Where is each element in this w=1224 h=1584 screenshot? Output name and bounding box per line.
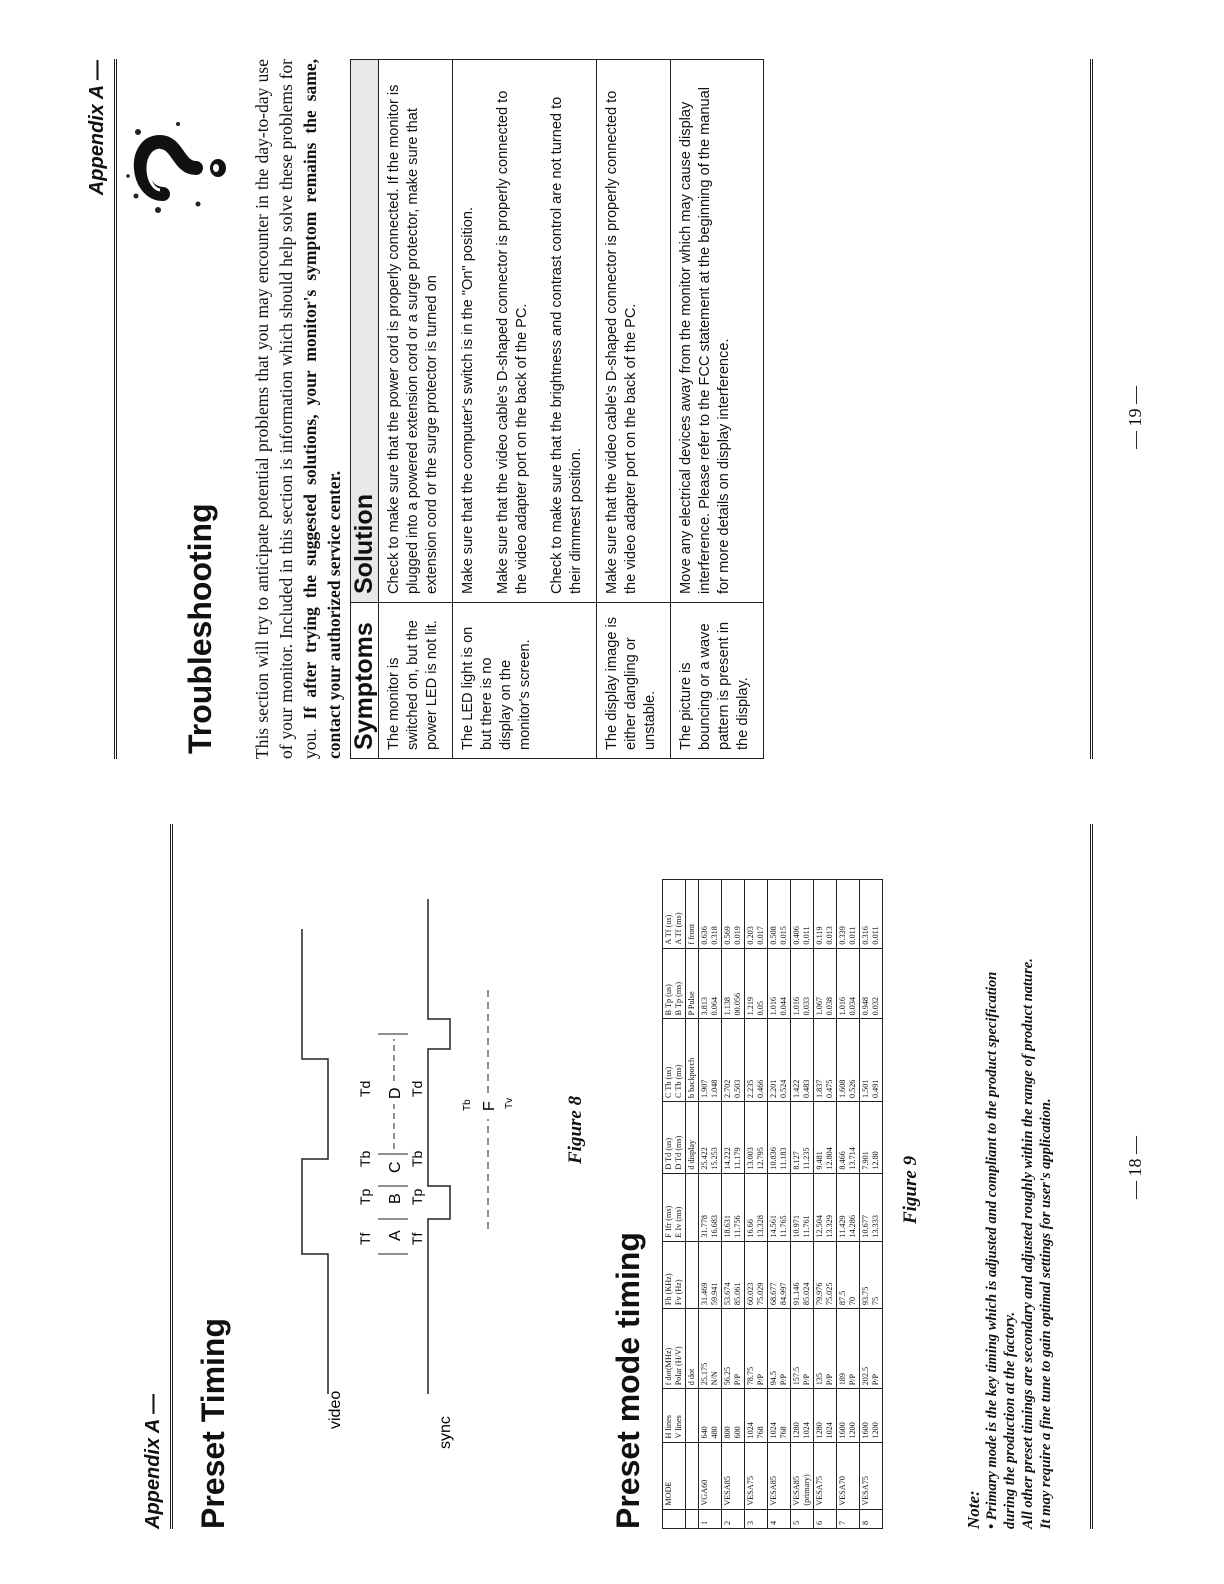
table-cell: 8.127 11.235 xyxy=(791,1102,814,1174)
table-cell: 13.003 12.795 xyxy=(745,1102,768,1174)
table-cell: 79.976 75.025 xyxy=(814,1241,837,1309)
column-header: A Tf (us) A Tf (ms) xyxy=(663,880,686,949)
table-row xyxy=(768,880,791,1529)
question-mark-icon xyxy=(118,114,233,224)
table-cell: 0.316 0.011 xyxy=(860,880,883,949)
table-row xyxy=(722,880,745,1529)
table-cell: 8.466 13.714 xyxy=(837,1102,860,1174)
subheader-cell: f front xyxy=(686,880,699,949)
bottom-label-tb: Tb xyxy=(409,1150,425,1167)
table-cell: 800 600 xyxy=(722,1389,745,1442)
top-label-tp: Tp xyxy=(357,1188,373,1205)
column-header: Fh (KHz) Fv (Hz) xyxy=(663,1241,686,1309)
table-cell: 93.75 75 xyxy=(860,1241,883,1309)
table-cell: VESA70 xyxy=(837,1442,860,1509)
table-cell: VESA85 (primary) xyxy=(791,1442,814,1509)
column-header: B Tp (us) B Tp (ms) xyxy=(663,948,686,1019)
segment-b: B xyxy=(387,1193,404,1204)
sync-waveform xyxy=(428,899,450,1394)
table-cell: 91.146 85.024 xyxy=(791,1241,814,1309)
table-cell: 1 xyxy=(699,1509,722,1528)
solution-cell xyxy=(597,60,671,603)
table-cell: 7.901 12.80 xyxy=(860,1102,883,1174)
table-cell: VESA75 xyxy=(745,1442,768,1509)
table-cell: 8 xyxy=(860,1509,883,1528)
frame-label: F xyxy=(481,1101,498,1111)
table-title: Preset mode timing xyxy=(610,1232,646,1529)
solution-text: Make sure that the computer's switch is in the "On" position. xyxy=(460,206,476,594)
table-cell: 25.422 15.253 xyxy=(699,1102,722,1174)
table-row xyxy=(671,60,764,759)
table-cell: 11.429 14.286 xyxy=(837,1173,860,1241)
table-cell: 1600 1200 xyxy=(837,1389,860,1442)
top-label-td: Td xyxy=(357,1080,373,1097)
figure-9-caption: Figure 9 xyxy=(900,1155,921,1224)
troubleshooting-table xyxy=(350,59,764,759)
table-row xyxy=(791,880,814,1529)
segment-a: A xyxy=(387,1230,404,1241)
table-cell: 1.067 0.038 xyxy=(814,948,837,1019)
page-title: Preset Timing xyxy=(195,1317,231,1529)
table-cell: VESA85 xyxy=(722,1442,745,1509)
intro-bold-text: If after trying the suggested solutions, your monitor's symptom remains the same, contact your authorized service center. xyxy=(300,58,344,759)
table-cell: 157.5 P/P xyxy=(791,1309,814,1389)
page-title: Troubleshooting xyxy=(182,503,218,754)
figure-8-caption: Figure 8 xyxy=(565,1095,586,1164)
page-number: — 18 — xyxy=(1125,1136,1145,1199)
table-cell: 14.561 11.765 xyxy=(768,1173,791,1241)
table-cell: 1280 1024 xyxy=(791,1389,814,1442)
timing-diagram xyxy=(300,849,530,1489)
table-cell: 53.674 85.061 xyxy=(722,1241,745,1309)
table-cell: 3 xyxy=(745,1509,768,1528)
table-cell: 4 xyxy=(768,1509,791,1528)
table-cell: 10.971 11.761 xyxy=(791,1173,814,1241)
table-cell: 2.702 0.503 xyxy=(722,1019,745,1102)
table-header-row xyxy=(351,60,379,759)
table-cell: 1.837 0.475 xyxy=(814,1019,837,1102)
subheader-cell: P Pulse xyxy=(686,948,699,1019)
symptoms-header: Symptoms xyxy=(351,603,379,759)
table-cell: 94.5 P/P xyxy=(768,1309,791,1389)
table-cell: 1.016 0.033 xyxy=(791,948,814,1019)
top-label-tb: Tb xyxy=(357,1150,373,1167)
video-waveform xyxy=(302,929,328,1394)
subheader-cell: d display xyxy=(686,1102,699,1174)
table-cell: 1600 1200 xyxy=(860,1389,883,1442)
top-label-tf: Tf xyxy=(357,1232,373,1245)
table-cell: 7 xyxy=(837,1509,860,1528)
table-cell: 60.023 75.029 xyxy=(745,1241,768,1309)
table-row xyxy=(837,880,860,1529)
table-cell: 0.339 0.011 xyxy=(837,880,860,949)
tb-label: Tb xyxy=(462,1099,473,1111)
column-header: f dot(MHz) Polar (H/V) xyxy=(663,1309,686,1389)
table-cell: 5 xyxy=(791,1509,814,1528)
intro-paragraph xyxy=(250,59,346,759)
table-cell: 1.907 1.048 xyxy=(699,1019,722,1102)
table-cell: 6 xyxy=(814,1509,837,1528)
column-header: MODE xyxy=(663,1442,686,1509)
section-label: Appendix A — xyxy=(142,1393,164,1529)
table-cell: 1.501 0.491 xyxy=(860,1019,883,1102)
subheader-cell xyxy=(686,1241,699,1309)
bottom-label-tf: Tf xyxy=(409,1232,425,1245)
solution-text: Move any electrical devices away from the monitor which may cause display interference. Please refer to the FCC statement at the beginning of the manual for more details on display interference. xyxy=(678,86,732,594)
table-cell: 135 P/P xyxy=(814,1309,837,1389)
subheader-cell: d dot xyxy=(686,1309,699,1389)
table-cell: 1024 768 xyxy=(768,1389,791,1442)
table-row xyxy=(597,60,671,759)
solution-text: Make sure that the video cable's D-shaped connector is properly connected to the video adapter port on the back of the PC. xyxy=(495,90,530,594)
left-page xyxy=(0,784,1224,1584)
section-label: Appendix A — xyxy=(86,60,108,196)
table-cell: 10.836 11.183 xyxy=(768,1102,791,1174)
table-cell: 1.219 0.05 xyxy=(745,948,768,1019)
solution-header: Solution xyxy=(351,60,379,603)
column-header xyxy=(663,1509,686,1528)
solution-cell xyxy=(671,60,764,603)
subheader-cell xyxy=(686,1389,699,1442)
subheader-cell xyxy=(686,1509,699,1528)
table-cell: 31.778 16.683 xyxy=(699,1173,722,1241)
note-title: Note: xyxy=(964,1490,983,1529)
header-rule xyxy=(114,59,117,759)
page-number: — 19 — xyxy=(1125,386,1145,449)
table-cell: 0.569 0.019 xyxy=(722,880,745,949)
column-header: C Tb (us) C Tb (ms) xyxy=(663,1019,686,1102)
table-cell: 9.481 12.804 xyxy=(814,1102,837,1174)
table-cell: 10.677 13.333 xyxy=(860,1173,883,1241)
table-cell: 56.25 P/P xyxy=(722,1309,745,1389)
bottom-label-tp: Tp xyxy=(409,1188,425,1205)
table-row xyxy=(860,880,883,1529)
note-line: • Primary mode is the key timing which is adjusted and compliant to the product specification xyxy=(984,971,1000,1529)
table-cell: 2.201 0.524 xyxy=(768,1019,791,1102)
table-cell: 189 P/P xyxy=(837,1309,860,1389)
symptom-cell: The display image is either dangling or unstable. xyxy=(597,603,671,759)
table-cell: 1024 768 xyxy=(745,1389,768,1442)
subheader-cell xyxy=(686,1442,699,1509)
table-cell: VESA75 xyxy=(860,1442,883,1509)
table-cell: 14.222 11.179 xyxy=(722,1102,745,1174)
table-row xyxy=(379,60,453,759)
note-line: It may require a fine tune to gain optimal settings for user's application. xyxy=(1038,1098,1054,1529)
right-page xyxy=(0,0,1224,779)
solution-text: Check to make sure that the power cord is properly connected. If the monitor is plugged into a powered extension cord or a surge protector, make sure that extension cord or the surge protector is turned on xyxy=(386,84,440,594)
table-row xyxy=(699,880,722,1529)
table-cell: 16.66 13.328 xyxy=(745,1173,768,1241)
table-cell: 12.504 13.329 xyxy=(814,1173,837,1241)
solution-cell xyxy=(453,60,597,603)
table-cell: 0.508 0.015 xyxy=(768,880,791,949)
table-cell: 202.5 P/P xyxy=(860,1309,883,1389)
video-label: video xyxy=(327,1390,344,1429)
footer-rule xyxy=(1090,59,1093,759)
symptom-cell: The picture is bouncing or a wave pattern is present in the display. xyxy=(671,603,764,759)
table-row xyxy=(745,880,768,1529)
table-row xyxy=(453,60,597,759)
tv-label: Tv xyxy=(504,1097,515,1109)
table-cell: 2 xyxy=(722,1509,745,1528)
preset-timing-table xyxy=(662,879,883,1529)
table-cell: VESA85 xyxy=(768,1442,791,1509)
column-header: F Ifr (ms) E Iv (ms) xyxy=(663,1173,686,1241)
sync-label: sync xyxy=(437,1416,454,1449)
table-cell: 1.016 0.044 xyxy=(768,948,791,1019)
solution-text: Make sure that the video cable's D-shaped connector is properly connected to the video adapter port on the back of the PC. xyxy=(604,90,639,594)
table-cell: 1.608 0.526 xyxy=(837,1019,860,1102)
solution-cell xyxy=(379,60,453,603)
segment-d: D xyxy=(387,1087,404,1099)
table-cell: 18.631 11.756 xyxy=(722,1173,745,1241)
table-header-row xyxy=(663,880,686,1529)
table-cell: 2.235 0.466 xyxy=(745,1019,768,1102)
column-header: H lines V lines xyxy=(663,1389,686,1442)
table-cell: 0.203 0.017 xyxy=(745,880,768,949)
note-line: during the production at the factory. xyxy=(1002,1312,1018,1529)
symptom-cell: The monitor is switched on, but the power LED is not lit. xyxy=(379,603,453,759)
table-cell: 1.422 0.483 xyxy=(791,1019,814,1102)
segment-c: C xyxy=(387,1161,404,1173)
table-cell: 25.175 N/N xyxy=(699,1309,722,1389)
subheader-cell xyxy=(686,1173,699,1241)
table-cell: 0.406 0.011 xyxy=(791,880,814,949)
intro-text: This section will try to anticipate potential problems that you may encounter in the day-to-day use of your monitor. Included in this section is information which should help solve these problems for you. xyxy=(252,59,320,759)
table-cell: 68.677 84.997 xyxy=(768,1241,791,1309)
header-rule xyxy=(170,824,173,1529)
table-row xyxy=(814,880,837,1529)
table-cell: VGA60 xyxy=(699,1442,722,1509)
table-cell: 1.138 00.056 xyxy=(722,948,745,1019)
bottom-label-td: Td xyxy=(409,1080,425,1097)
table-subheader-row xyxy=(686,880,699,1529)
table-cell: 3.813 0.064 xyxy=(699,948,722,1019)
footer-rule xyxy=(1090,824,1093,1529)
table-cell: VESA75 xyxy=(814,1442,837,1509)
table-cell: 87.5 70 xyxy=(837,1241,860,1309)
solution-text: Check to make sure that the brightness and contrast control are not turned to their dimmest position. xyxy=(549,96,584,594)
note-block xyxy=(965,789,1055,1529)
table-cell: 1280 1024 xyxy=(814,1389,837,1442)
table-cell: 0.119 0.013 xyxy=(814,880,837,949)
table-cell: 0.636 0.318 xyxy=(699,880,722,949)
table-cell: 31.469 59.941 xyxy=(699,1241,722,1309)
note-line: All other preset timings are secondary and adjusted roughly within the range of product nature. xyxy=(1020,958,1036,1529)
symptom-cell: The LED light is on but there is no display on the monitor's screen. xyxy=(453,603,597,759)
subheader-cell: b backporch xyxy=(686,1019,699,1102)
table-cell: 0.948 0.032 xyxy=(860,948,883,1019)
table-cell: 78.75 P/P xyxy=(745,1309,768,1389)
table-cell: 1.016 0.034 xyxy=(837,948,860,1019)
column-header: D Td (us) D Td (ms) xyxy=(663,1102,686,1174)
table-cell: 640 480 xyxy=(699,1389,722,1442)
